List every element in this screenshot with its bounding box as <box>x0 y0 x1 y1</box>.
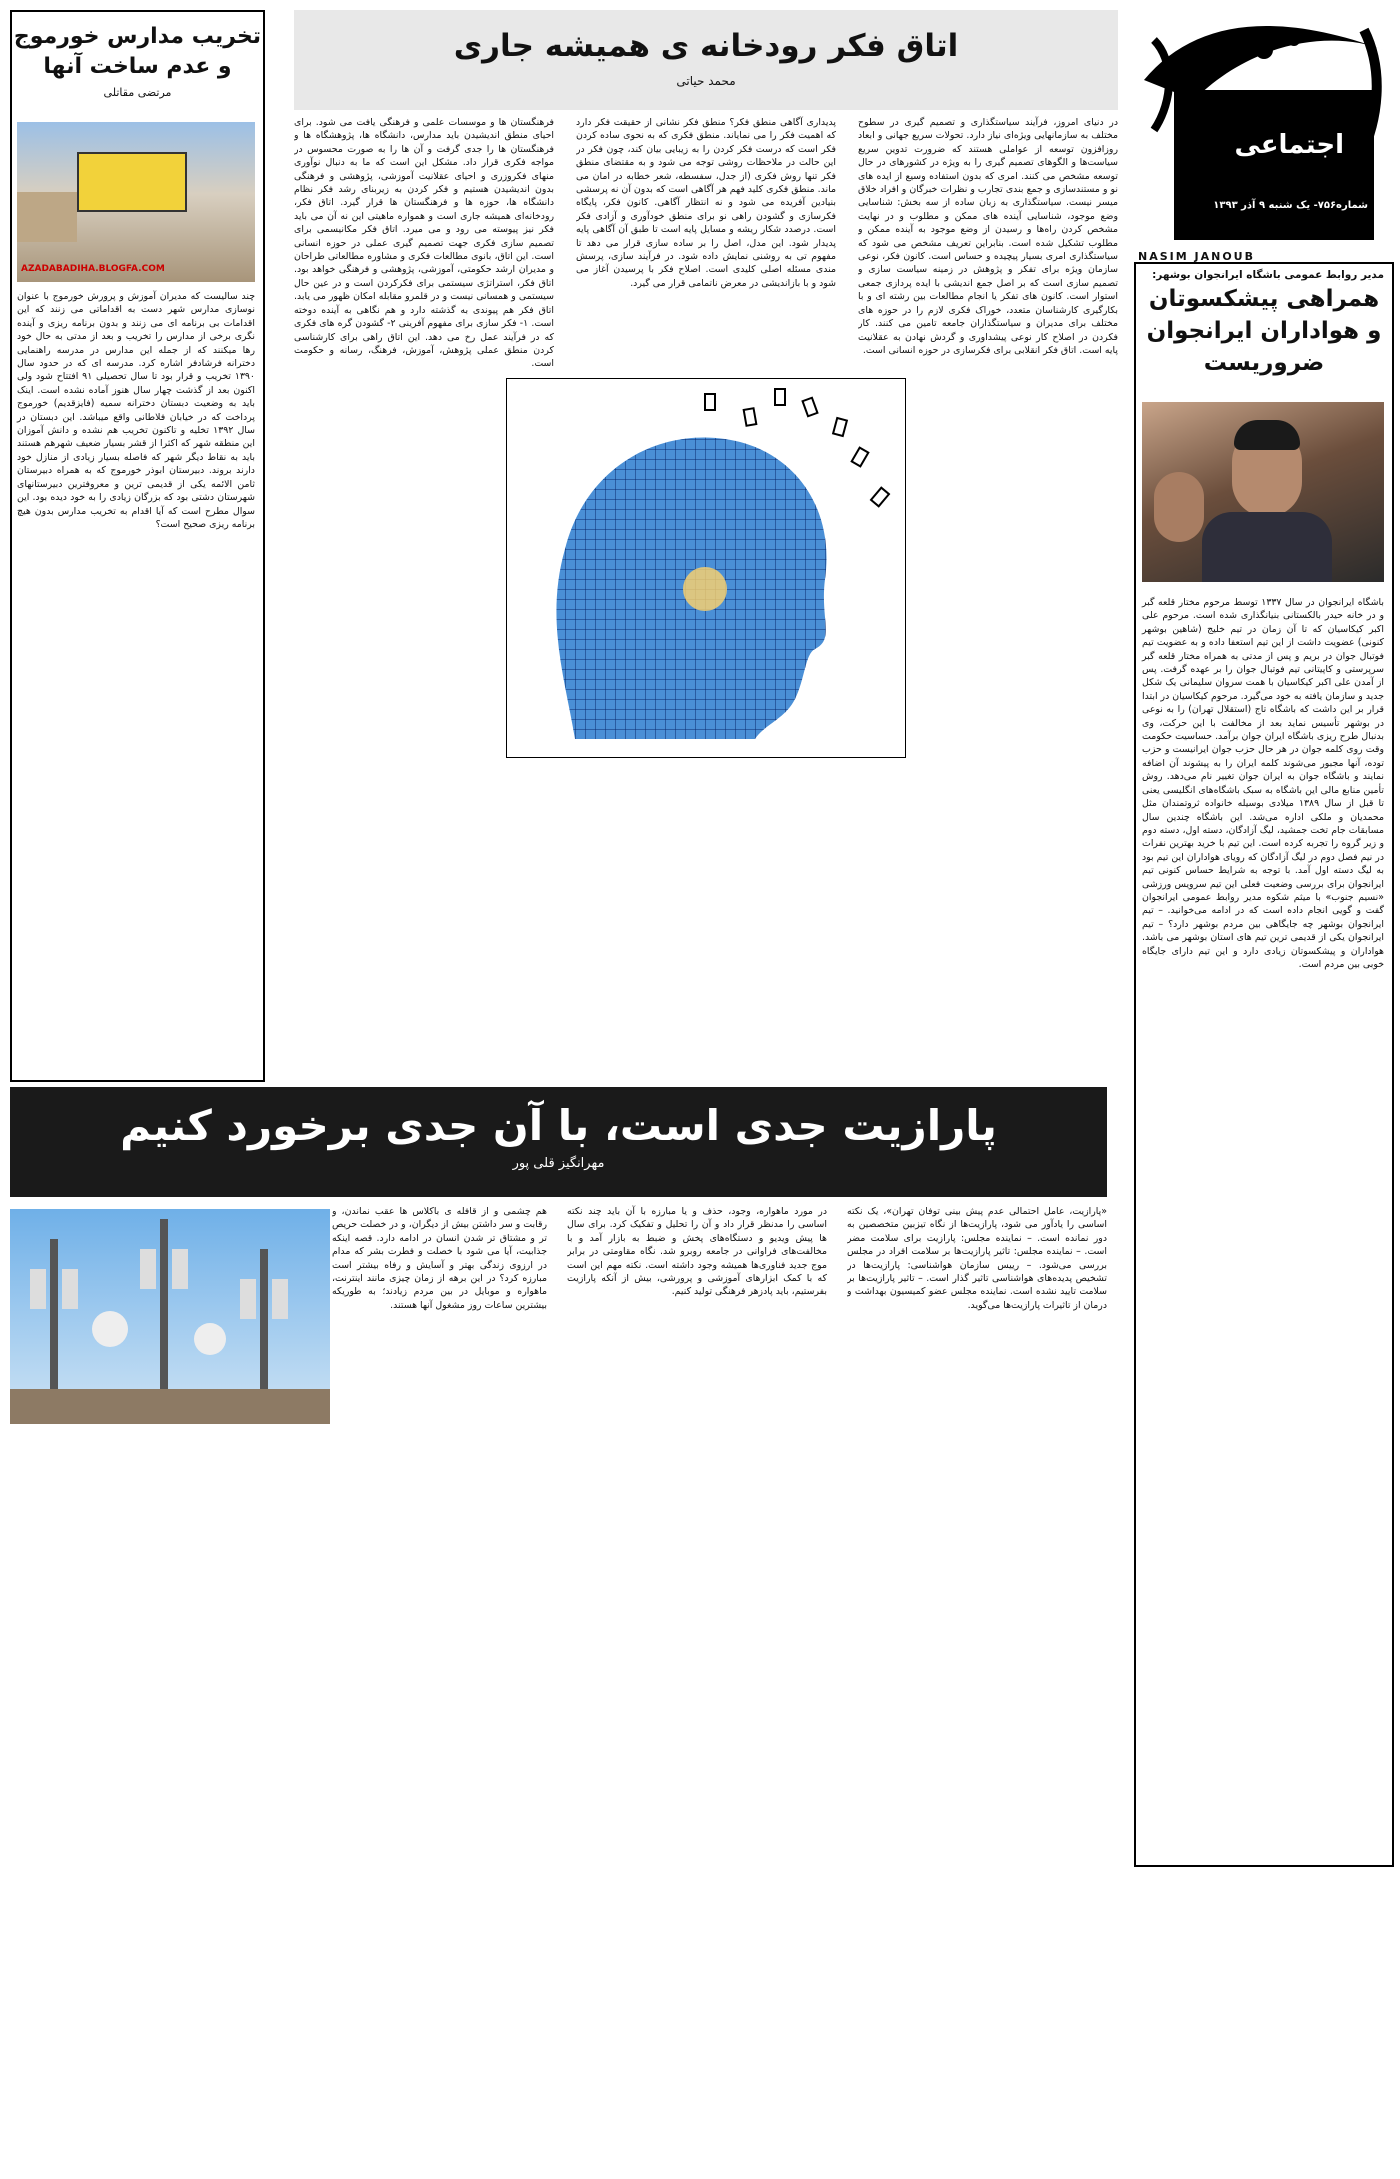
article-title: اتاق فکر رودخانه ی همیشه جاری <box>453 28 959 64</box>
column-3: فرهنگستان ها و موسسات علمی و فرهنگی یافت می شود. برای احیای منطق اندیشیدن باید مدارس، دانشگاه ها، پژوهشگاه ها و فرهنگستان ها را جدی گرفت و آن ها را به صورت محسوس در مواجه فکری قرار داد. مشکل این است که ما به دنبال نوآوری منهای فکروزری و احیای عقلانیت آموزشی، پژوهشی و فرهنگی بدون اندیشیدن هستیم و فکر کردن به زیربنای رشد فکر نظام دانشگاه ها، حوزه ها و فرهنگستان ها قرار گیرد. اتاق فکر، رودخانه‌ای همیشه جاری است و همواره ماهیتی این نه آن می باید فکر نیز پیوسته می رود و می میرد. اتاق فکر مکانیسمی برای تصمیم سازی فکری جهت تصمیم گیری عملی در حوزه انسانی است. این اتاق، بانوی مطالعات فکری و مشاوره مطالعاتی طراحان و مدیران ارشد حکومتی، آموزشی، پژوهشی و فرهنگی خواهد بود. اتاق فکر، استراتژی سیستمی برای فکرکردن است و در عین حال سیستمی و همسانی نیست و در قلمرو مقابله امکان ظهور می یابد. اتاق فکر هم پیوندی به گذشته دارد و هم نگاهی به آینده دوخته است. ۱- فکر سازی برای مفهوم آفرینی ۲- گشودن گره های فکری که در فرآیند عمل رخ می دهد. این اتاق راهی برای کارشناسی کردن منطق عملی پژوهش، آموزش، فرهنگ، رسانه و حکومت است. <box>294 117 554 370</box>
issue-info: شماره۷۵۶- یک شنبه ۹ آذر ۱۳۹۳ <box>1213 200 1368 211</box>
person-hair <box>1234 420 1300 450</box>
head-illustration <box>506 378 906 758</box>
school-sign <box>77 152 187 212</box>
article-author: مرتضی مقاتلی <box>103 86 172 99</box>
school-photo <box>17 122 255 282</box>
interview-photo <box>1142 402 1384 582</box>
article-body: چند سالیست که مدیران آموزش و پرورش خورموج با عنوان نوسازی مدارس شهر دست به اقداماتی می زنند که این اقدامات بی برنامه ای می زنند و بدون برنامه ریزی و آینده نگری برخی از مدارس را تخریب و بعد از مدتی به حال خود رها میکنند که از جمله این مدارس در مدرسه راهنمایی دخترانه فرشادفر اشاره کرد. مدرسه ای که در حدود سال ۱۳۹۰ تخریب و قرار بود تا سال تحصیلی ۹۱ افتتاح شود ولی اکنون بعد از گذشت چهار سال هنوز آماده نشده است. اینک باید به وضعیت دبستان دخترانه سمیه (فایزقدیم) خورموج پرداخت که در خیابان فلاطانی واقع میباشد. این دبستان در سال ۱۳۹۲ تخلیه و تاکنون تخریب هم نشده و دانش آموزان این منطقه شهر که اکثرا از قشر بسیار ضعیف شهرهم هستند باید به نقاط دیگر شهر که فاصله بسیار زیادی از منازل خود دارند بروند. دبیرستان ابوذر خورموج که به همراه دبیرستان ثامن الائمه یکی از قدیمی ترین و معروفترین دبیرستانهای شهرستان دشتی بود که بزرگان زیادی را به خود دیده بود. این سوال مطرح است که آیا اقدام به تخریب مدارس بدون هیچ برنامه ریزی صحیح است؟ <box>17 291 255 530</box>
parasite-header <box>10 1087 1107 1197</box>
antenna-photo <box>10 1209 330 1424</box>
think-tank-article <box>294 110 1118 1082</box>
article-author: محمد حیاتی <box>676 74 736 88</box>
parasite-article <box>10 1197 1107 2172</box>
masthead-latin: NASIM JANOUB <box>1138 250 1255 263</box>
column-1: در دنیای امروز، فرآیند سیاستگذاری و تصمیم گیری در سطوح مختلف به سازمانهایی ویژه‌ای نیاز دارد. تحولات سریع جهانی و ابعاد روزافزون توسعه از عواملی هستند که ضرورت تدوین سریع سیاست‌ها و الگوهای تصمیم گیری را به ویژه در کشورهای در حال توسعه مشخص می کنند. امری که بدون استفاده وسیع از ایده های نو و مستندسازی و جمع بندی تجارب و نظرات خبرگان و افراد خلاق میسر نیست. سیاستگذاری به زبان ساده از سه بخش: شناسایی وضع موجود، شناسایی آینده های ممکن و مطلوب و در نهایت مشخص کردن راه‌ها و رسیدن از وضع موجود به آینده ممکن و مطلوب تشکیل شده است. بنابراین تعریف مشخص می شود که سیاستگذاری امری بسیار پیچیده و حساس است. کانون فکر، نوعی سازمان ویژه برای تفکر و پژوهش در زمینه سیاست سازی و تصمیم سازی است که بر اصل جمع اندیشی با ایده پردازی جمعی استوار است. کانون های تفکر یا انجام مطالعات بین رشته ای و با بکارگیری کارشناسان متعدد، خوراک فکری لازم را در حوزه های مختلف برای مدیران و سیاستگذاران جامعه تامین می کنند. کار فکردن در اصلاح کار نوعی پیشداوری و گردش نهادن به عقلانیت پایه است. اتاق فکر انقلابی برای فکرسازی در حوزه انسانی است. <box>858 117 1118 356</box>
article-kicker: مدیر روابط عمومی باشگاه ایرانجوان بوشهر: <box>1152 269 1384 281</box>
column-3: هم چشمی و از قافله ی باکلاس ها عقب نماندن، و رقابت و سر داشتن بیش از دیگران، و در خصلت حریص تر و مشتاق تر شدن انسان در ادامه دارد. قصه اینکه جذابیت، آیا می شود با خصلت و فطرت بشر که مدام در ارزوی زندگی بهتر و آسایش و رفاه بیشتر است مبارزه کرد؟ در این برهه از زمان چیزی مانند اینترنت، ماهواره و موبایل در بین مردم زیادند؛ به طوریکه بیشترین ساعات روز مشغول آنها هستند. <box>332 1206 547 1311</box>
column-1: «پارازیت، عامل احتمالی عدم پیش بینی توفان تهران»، یک نکته اساسی را یادآور می شود، پارازیت‌ها از نگاه تیزبین متخصصین به دور نمانده است. – نماینده مجلس: پارازیت برای سلامت مضر است. – نماینده مجلس: تاثیر پارازیت‌ها بر سلامت افراد در مجلس بررسی می‌شود. – رییس سازمان هواشناسی: پارازیت‌ها در تشخیص پدیده‌های هواشناسی تاثیر گذار است. – تاثیر پارازیت‌ها بر سلامت تایید نشده است. نماینده مجلس عضو کمیسیون بهداشت و درمان از تاثیرات پارازیت‌ها می‌گوید. <box>847 1206 1107 1311</box>
article-title: همراهی پیشکسوتان و هواداران ایرانجوان ضروریست <box>1146 286 1382 376</box>
person-shirt <box>1202 512 1332 582</box>
article-body: باشگاه ایرانجوان در سال ۱۳۳۷ توسط مرحوم مختار قلعه گبر و در خانه حیدر بالکستانی بنیانگذاری شده است. مرحوم علی اکبر کیکاسیان که تا آن زمان در تیم خلیج (شاهین بوشهر کنونی) عضویت داشت از این تیم استعفا داده و به عضویت تیم فوتبال جوان در بریم و پس از مدتی به همراه مختار قلعه گبر سرپرستی و کاپیتانی تیم فوتبال جوان را بر عهده گرفت. پس از آمدن علی اکبر کیکاسیان با همت سروان سلیمانی یک شکل جدید و سازمان یافته به خود می‌گیرد. مرحوم کیکاسیان در ابتدا قرار بر این داشت که باشگاه تاج (استقلال تهران) را به نوعی در بوشهر تأسیس نماید بعد از مخالفت با این حرکت، وی بدنبال طرح ریزی باشگاه ایران جوان برآمد. حساسیت حکومت وقت روی کلمه جوان در هر حال حزب جوان ایرانیست و حزب توده، آنها مجبور می‌شوند کلمه ایران را به پیشوند آن اضافه نمایند و باشگاه جوان به ایران جوان تغییر نام می‌دهد. روش تأمین منابع مالی این باشگاه به سبک باشگاه‌های انگلیسی یعنی تا قبل از سال ۱۳۸۹ میلادی بوسیله خانواده ثروتمندان مثل محمدیان و ملکی اداره می‌شد. این باشگاه چندین سال مسابقات جام تخت جمشید، لیگ آزادگان، دسته اول، دسته دوم و زیر گروه را تجربه کرده است. این تیم با خرید بهترین نفرات در نیم فصل دوم در لیگ آزادگان که رویای هواداران این تیم بود به لیگ دسته اول آمد. با توجه به شرایط حساس کنونی تیم ایرانجوان برای بررسی وضعیت فعلی این تیم سرویس ورزشی «نسیم جنوب» با میثم شکوه مدیر روابط عمومی ایرانجوان گفت و گویی انجام داده است که در ادامه می‌خوانید. – تیم ایرانجوان بوشهر چه جایگاهی بین مردم بوشهر دارد؟ – تیم ایرانجوان یکی از قدیمی ترین تیم های استان بوشهر می باشد. هواداران و پیشکسوتان زیادی دارد و این تیم دارای جایگاه خوبی بین مردم است. <box>1142 597 1384 970</box>
column-2: پدیداری آگاهی منطق فکر؟ منطق فکر نشانی از حقیقت فکر دارد که اهمیت فکر را می نمایاند. منطق فکری که به نحوی ساده کردن فکر است که درست فکر کردن را به زیبایی بیان کند، چون فکر در این حالت در ملاحظات روشی توجه می شود و به مقتضای منطق فکر تنها روش فکری (از جدل، سفسطه، شعر خطابه در امان می ماند. منطق فکری کلید فهم هر آگاهی است که بدون آن نه پرسشی بنیادین آفریده می شود و نه انتظار آگاهی. کانون فکر، پایگاه فکرسازی و گشودن راهی نو برای منطق خودآوری و آزادی فکر است. درصدد شکار ریشه و مسایل پایه است تا طبق آن آگاهی پایه پدیدار شود. این مدل، اصل را بر ساده سازی قرار می دهد تا مفهوم تی به روشنی نمایش داده شود. در فرآیند سازی، پرسش مندی مسئله اصلی کلیدی است. اصلاح فکر با پرسیدن آغاز می شود و با بازاندیشی در معرض ناتمامی قرار می گیرد. <box>576 117 836 289</box>
column-2: در مورد ماهواره، وجود، حذف و یا مبارزه با آن باید چند نکته اساسی را مدنظر قرار داد و آن را تحلیل و تفکیک کرد. برای سال ها پیش ویدیو و دستگاه‌های پخش و ضبط به بازار آمد و با مخالفت‌های فراوانی در جامعه روبرو شد. نگاه مقاومتی در برابر موج جدید فناوری‌ها همیشه وجود داشته است. نکته مهم این است که با کمک ابزارهای آموزشی و پرورشی، بیش از آنکه پارازیت بفرستیم، باید پادزهر فرهنگی تولید کنیم. <box>567 1206 827 1298</box>
schools-article <box>10 10 265 1082</box>
second-person <box>1154 472 1204 542</box>
think-tank-header <box>294 10 1118 110</box>
masthead <box>1134 10 1394 278</box>
photo-watermark: AZADABADIHA.BLOGFA.COM <box>21 264 165 274</box>
masthead-section: اجتماعی <box>1234 130 1344 160</box>
article-author: مهرانگیز قلی پور <box>512 1156 605 1171</box>
antenna-tower-icon <box>10 1209 330 1424</box>
article-title: پارازیت جدی است، با آن جدی برخورد کنیم <box>120 1101 997 1150</box>
school-wall <box>17 192 77 242</box>
wireframe-head-icon <box>506 379 905 758</box>
sports-article <box>1134 262 1394 1867</box>
article-title: تخریب مدارس خورموج و عدم ساخت آنها <box>13 24 262 79</box>
